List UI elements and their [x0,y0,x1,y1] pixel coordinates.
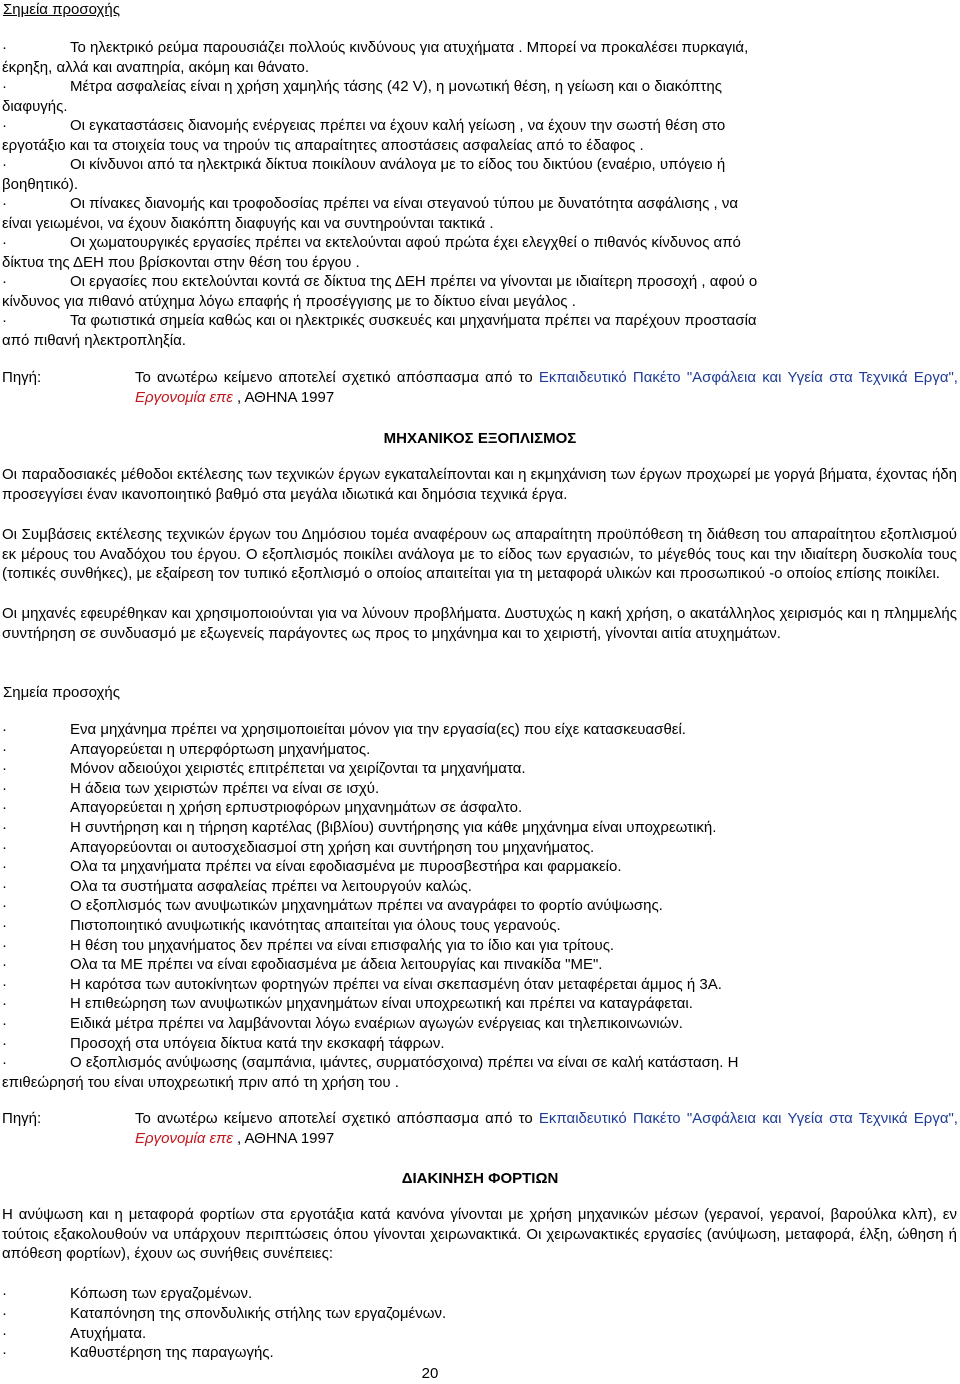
bullet-text: Μέτρα ασφαλείας είναι η χρήση χαμηλής τάσης (42 V), η μονωτική θέση, η γείωση και ο διακόπτης [70,78,722,95]
bullet-dot: · [2,156,7,173]
bullet-text-line [2,975,957,995]
safety-item [2,740,957,760]
safety-item [2,194,957,233]
bullet-dot: · [2,1035,7,1052]
bullet-text-line [2,38,957,58]
safety-item [2,916,957,936]
bullet-text-line [2,916,957,936]
safety-item [2,311,957,350]
consequence-item [2,1343,957,1363]
safety-item [2,1034,957,1054]
source-label: Πηγή: [2,369,42,386]
bullet-text-line [2,1343,957,1363]
bullet-text-line [2,155,957,175]
safety-item [2,233,957,272]
safety-item [2,994,957,1014]
bullet-text: είναι γειωμένοι, να έχουν διακόπτη διαφυγής και να συντηρούνται τακτικά . [2,214,494,232]
bullet-text: Οι εγκαταστάσεις διανομής ενέργειας πρέπει να έχουν καλή γείωση , να έχουν την σωστή θέση στο [70,117,726,134]
source-title-link[interactable]: Εκπαιδευτικό Πακέτο "Ασφάλεια και Υγεία στα Τεχνικά Εργα", [538,1110,958,1127]
source-suffix: , ΑΘΗΝΑ 1997 [232,388,335,406]
bullet-dot: · [2,741,7,758]
bullet-text: Η συντήρηση και η τήρηση καρτέλας (βιβλίου) συντήρησης για κάθε μηχάνημα είναι υποχρεωτική. [70,819,717,836]
bullet-text: Απαγορεύεται η υπερφόρτωση μηχανήματος. [70,741,371,758]
source-publisher: Εργονομία επε [135,388,233,406]
bullet-dot: · [2,1285,7,1302]
bullet-text: Η επιθεώρηση των ανυψωτικών μηχανημάτων είναι υποχρεωτική και πρέπει να καταγράφεται. [70,995,693,1012]
bullet-dot: · [2,878,7,895]
safety-item [2,877,957,897]
consequence-item [2,1324,957,1344]
bullet-text-line [2,838,957,858]
bullet-text: Ο εξοπλισμός ανύψωσης (σαμπάνια, ιμάντες, συρματόσχοινα) πρέπει να είναι σε καλή κατάσταση. Η [70,1054,739,1071]
bullet-dot: · [2,839,7,856]
safety-item [2,77,957,116]
consequence-item [2,1304,957,1324]
safety-item [2,857,957,877]
bullet-text-line [2,720,957,740]
section-title-equipment: ΜΗΧΑΝΙΚΟΣ ΕΞΟΠΛΙΣΜΟΣ [383,430,577,447]
bullet-text: από πιθανή ηλεκτροπληξία. [2,331,186,349]
bullet-text: Πιστοποιητικό ανυψωτικής ικανότητας απαιτείται για όλους τους γερανούς. [70,917,561,934]
bullet-text: Καθυστέρηση της παραγωγής. [70,1344,274,1361]
bullet-text-line [2,136,957,156]
bullet-dot: · [2,917,7,934]
equipment-paragraph-1: Οι παραδοσιακές μέθοδοι εκτέλεσης των τεχνικών έργων εγκαταλείπονται και η εκμηχάνιση των έργων προχωρεί με γοργά βήματα, έχοντας ήδη προσεγγίσει έναν ικανοποιητικό βαθμό στα μεγάλα ιδιωτικά και δημόσια τεχνικά έργα. [2,466,957,503]
bullet-text: έκρηξη, αλλά και αναπηρία, ακόμη και θάνατο. [2,58,310,76]
bullet-text: Οι χωματουργικές εργασίες πρέπει να εκτελούνται αφού πρώτα έχει ελεγχθεί ο πιθανός κίνδυνος από [70,234,741,251]
bullet-dot: · [2,273,7,290]
bullet-text-line [2,877,957,897]
bullet-dot: · [2,799,7,816]
bullet-text-line [2,1073,957,1093]
bullet-text-line [2,116,957,136]
bullet-dot: · [2,78,7,95]
bullet-text-line [2,175,957,195]
safety-item [2,155,957,194]
bullet-dot: · [2,195,7,212]
bullet-text-line [2,896,957,916]
safety-item [2,759,957,779]
safety-item [2,955,957,975]
safety-item [2,272,957,311]
safety-item [2,936,957,956]
bullet-text-line [2,253,957,273]
section-title-loads: ΔΙΑΚΙΝΗΣΗ ΦΟΡΤΙΩΝ [401,1170,559,1187]
bullet-dot: · [2,1325,7,1342]
bullet-text-line [2,955,957,975]
bullet-text-line [2,818,957,838]
bullet-text-line [2,936,957,956]
bullet-text: Ολα τα ΜΕ πρέπει να είναι εφοδιασμένα με άδεια λειτουργίας και πινακίδα "ΜΕ". [70,956,603,973]
safety-item [2,779,957,799]
bullet-dot: · [2,858,7,875]
bullet-text: Η θέση του μηχανήματος δεν πρέπει να είναι επισφαλής για το ίδιο και για τρίτους. [70,937,615,954]
bullet-text: κίνδυνος για πιθανό ατύχημα λόγω επαφής ή προσέγγισης με το δίκτυο είναι μεγάλος . [2,292,576,310]
bullet-text: Το ηλεκτρικό ρεύμα παρουσιάζει πολλούς κινδύνους για ατυχήματα . Μπορεί να προκαλέσει πυρκαγιά, [70,39,749,56]
bullet-text-line [2,994,957,1014]
loads-paragraph: Η ανύψωση και η μεταφορά φορτίων στα εργοτάξια κατά κανόνα γίνονται με χρήση μηχανικών μέσων (γερανοί, γερανοί, βαρούλκα κλπ), εν τούτοις εξακολουθούν να υπάρχουν περιπτώσεις όπου γίνονται χειρωνακτικά. Οι χειρωνακτικές εργασίες (ανύψωση, μεταφορά, έλξη, ώθηση ή απόθεση φορτίων), έχουν ως συνήθεις συνέπειες: [2,1206,957,1262]
bullet-text: επιθεώρησή του είναι υποχρεωτική πριν από τη χρήση του . [2,1073,399,1091]
bullet-dot: · [2,1054,7,1071]
bullet-text: Κόπωση των εργαζομένων. [70,1285,253,1302]
bullet-text: Ειδικά μέτρα πρέπει να λαμβάνονται λόγω εναέριων αγωγών ενέργειας και τηλεπικοινωνιών. [70,1015,683,1032]
safety-item [2,975,957,995]
bullet-text: δίκτυα της ΔΕΗ που βρίσκονται στην θέση του έργου . [2,253,360,271]
safety-item [2,116,957,155]
bullet-text: Καταπόνηση της σπονδυλικής στήλης των εργαζομένων. [70,1305,447,1322]
bullet-text: Οι κίνδυνοι από τα ηλεκτρικά δίκτυα ποικίλουν ανάλογα με το είδος του δικτύου (εναέριο, υπόγειο ή [70,156,726,173]
bullet-text: Ο εξοπλισμός των ανυψωτικών μηχανημάτων πρέπει να αναγράφει το φορτίο ανύψωσης. [70,897,663,914]
safety-item [2,720,957,740]
bullet-text: Οι πίνακες διανομής και τροφοδοσίας πρέπει να είναι στεγανού τύπου με δυνατότητα ασφάλισης , να [70,195,739,212]
bullet-text: Ολα τα μηχανήματα πρέπει να είναι εφοδιασμένα με πυροσβεστήρα και φαρμακείο. [70,858,622,875]
bullet-text-line [2,779,957,799]
bullet-text-line [2,292,957,312]
bullet-dot: · [2,760,7,777]
safety-heading-1: Σημεία προσοχής [3,1,120,18]
equipment-paragraph-2: Οι Συμβάσεις εκτέλεσης τεχνικών έργων του Δημόσιου τομέα αναφέρουν ως απαραίτητη προϋπόθεση τη διάθεση του απαραίτητου εξοπλισμού εκ μέρους του Αναδόχου του έργου. Ο εξοπλισμός ποικίλει ανάλογα με το είδος των εργασιών, το μέγεθός τους και την ιδιαίτερη δυσκολία τους (τοπικές συνθήκες), με εξαίρεση τον τυπικό εξοπλισμό ο οποίος απαιτείται για τη μεταφορά υλικών και προσωπικού -ο οποίος επίσης ποικίλει. [2,526,957,582]
safety-item [2,38,957,77]
source-publisher: Εργονομία επε [135,1129,233,1147]
safety-item [2,818,957,838]
bullet-text: διαφυγής. [2,97,68,115]
bullet-text-line [2,1304,957,1324]
bullet-text: Η καρότσα των αυτοκίνητων φορτηγών πρέπει να είναι σκεπασμένη όταν μεταφέρεται άμμος ή 3Α. [70,976,722,993]
bullet-text-line [2,1284,957,1304]
bullet-dot: · [2,780,7,797]
safety-item [2,1014,957,1034]
bullet-text-line [2,1034,957,1054]
safety-heading-2: Σημεία προσοχής [3,684,120,701]
safety-item [2,1053,957,1092]
bullet-text-line [2,331,957,351]
bullet-text: Απαγορεύονται οι αυτοσχεδιασμοί στη χρήση και συντήρηση του μηχανήματος. [70,839,595,856]
bullet-dot: · [2,234,7,251]
bullet-text: Η άδεια των χειριστών πρέπει να είναι σε ισχύ. [70,780,380,797]
bullet-text-line [2,1053,957,1073]
source-prefix: Το ανωτέρω κείμενο αποτελεί σχετικό απόσπασμα από το [135,1110,539,1127]
bullet-text-line [2,740,957,760]
bullet-dot: · [2,819,7,836]
bullet-dot: · [2,312,7,329]
bullet-dot: · [2,1015,7,1032]
bullet-dot: · [2,39,7,56]
bullet-text: Απαγορεύεται η χρήση ερπυστριοφόρων μηχανημάτων σε άσφαλτο. [70,799,523,816]
bullet-text: βοηθητικό). [2,175,79,193]
consequence-item [2,1284,957,1304]
bullet-text-line [2,233,957,253]
bullet-dot: · [2,1305,7,1322]
source-suffix: , ΑΘΗΝΑ 1997 [232,1129,335,1147]
bullet-text-line [2,272,957,292]
bullet-text: Ολα τα συστήματα ασφαλείας πρέπει να λειτουργούν καλώς. [70,878,472,895]
bullet-dot: · [2,897,7,914]
bullet-text: Μόνον αδειούχοι χειριστές επιτρέπεται να χειρίζονται τα μηχανήματα. [70,760,526,777]
bullet-text-line [2,214,957,234]
bullet-dot: · [2,995,7,1012]
bullet-dot: · [2,117,7,134]
equipment-paragraph-3: Οι μηχανές εφευρέθηκαν και χρησιμοποιούνται για να λύνουν προβλήματα. Δυστυχώς η κακή χρήση, ο ακατάλληλος χειρισμός και η πλημμελής συντήρηση σε συνδυασμό με εξωγενείς παράγοντες ως προς το μηχάνημα και το χειριστή, γίνονται αιτία ατυχημάτων. [2,605,957,642]
bullet-text-line [2,194,957,214]
bullet-text: Ατυχήματα. [70,1325,147,1342]
bullet-text-line [2,1324,957,1344]
source-label: Πηγή: [2,1110,42,1127]
bullet-text-line [2,798,957,818]
source-prefix: Το ανωτέρω κείμενο αποτελεί σχετικό απόσπασμα από το [135,369,539,386]
bullet-dot: · [2,1344,7,1361]
bullet-text: Οι εργασίες που εκτελούνται κοντά σε δίκτυα της ΔΕΗ πρέπει να γίνονται με ιδιαίτερη προσοχή , αφού ο [70,273,758,290]
bullet-dot: · [2,976,7,993]
bullet-text-line [2,97,957,117]
safety-item [2,798,957,818]
bullet-text-line [2,58,957,78]
bullet-text-line [2,311,957,331]
bullet-text-line [2,77,957,97]
source-text [135,1109,958,1148]
source-title-link[interactable]: Εκπαιδευτικό Πακέτο "Ασφάλεια και Υγεία στα Τεχνικά Εργα", [538,369,958,386]
bullet-text: Τα φωτιστικά σημεία καθώς και οι ηλεκτρικές συσκευές και μηχανήματα πρέπει να παρέχουν προστασία [70,312,757,329]
safety-item [2,838,957,858]
bullet-text: Ενα μηχάνημα πρέπει να χρησιμοποιείται μόνον για την εργασία(ες) που είχε κατασκευασθεί. [70,721,686,738]
safety-item [2,896,957,916]
bullet-dot: · [2,721,7,738]
bullet-text: Προσοχή στα υπόγεια δίκτυα κατά την εκσκαφή τάφρων. [70,1035,445,1052]
bullet-dot: · [2,937,7,954]
bullet-text-line [2,759,957,779]
page-number: 20 [421,1365,439,1382]
bullet-text-line [2,1014,957,1034]
source-text [135,368,958,407]
bullet-dot: · [2,956,7,973]
bullet-text-line [2,857,957,877]
bullet-text: εργοτάξιο και τα στοιχεία τους να τηρούν τις απαραίτητες αποστάσεις ασφαλείας από το έδαφος . [2,136,644,154]
